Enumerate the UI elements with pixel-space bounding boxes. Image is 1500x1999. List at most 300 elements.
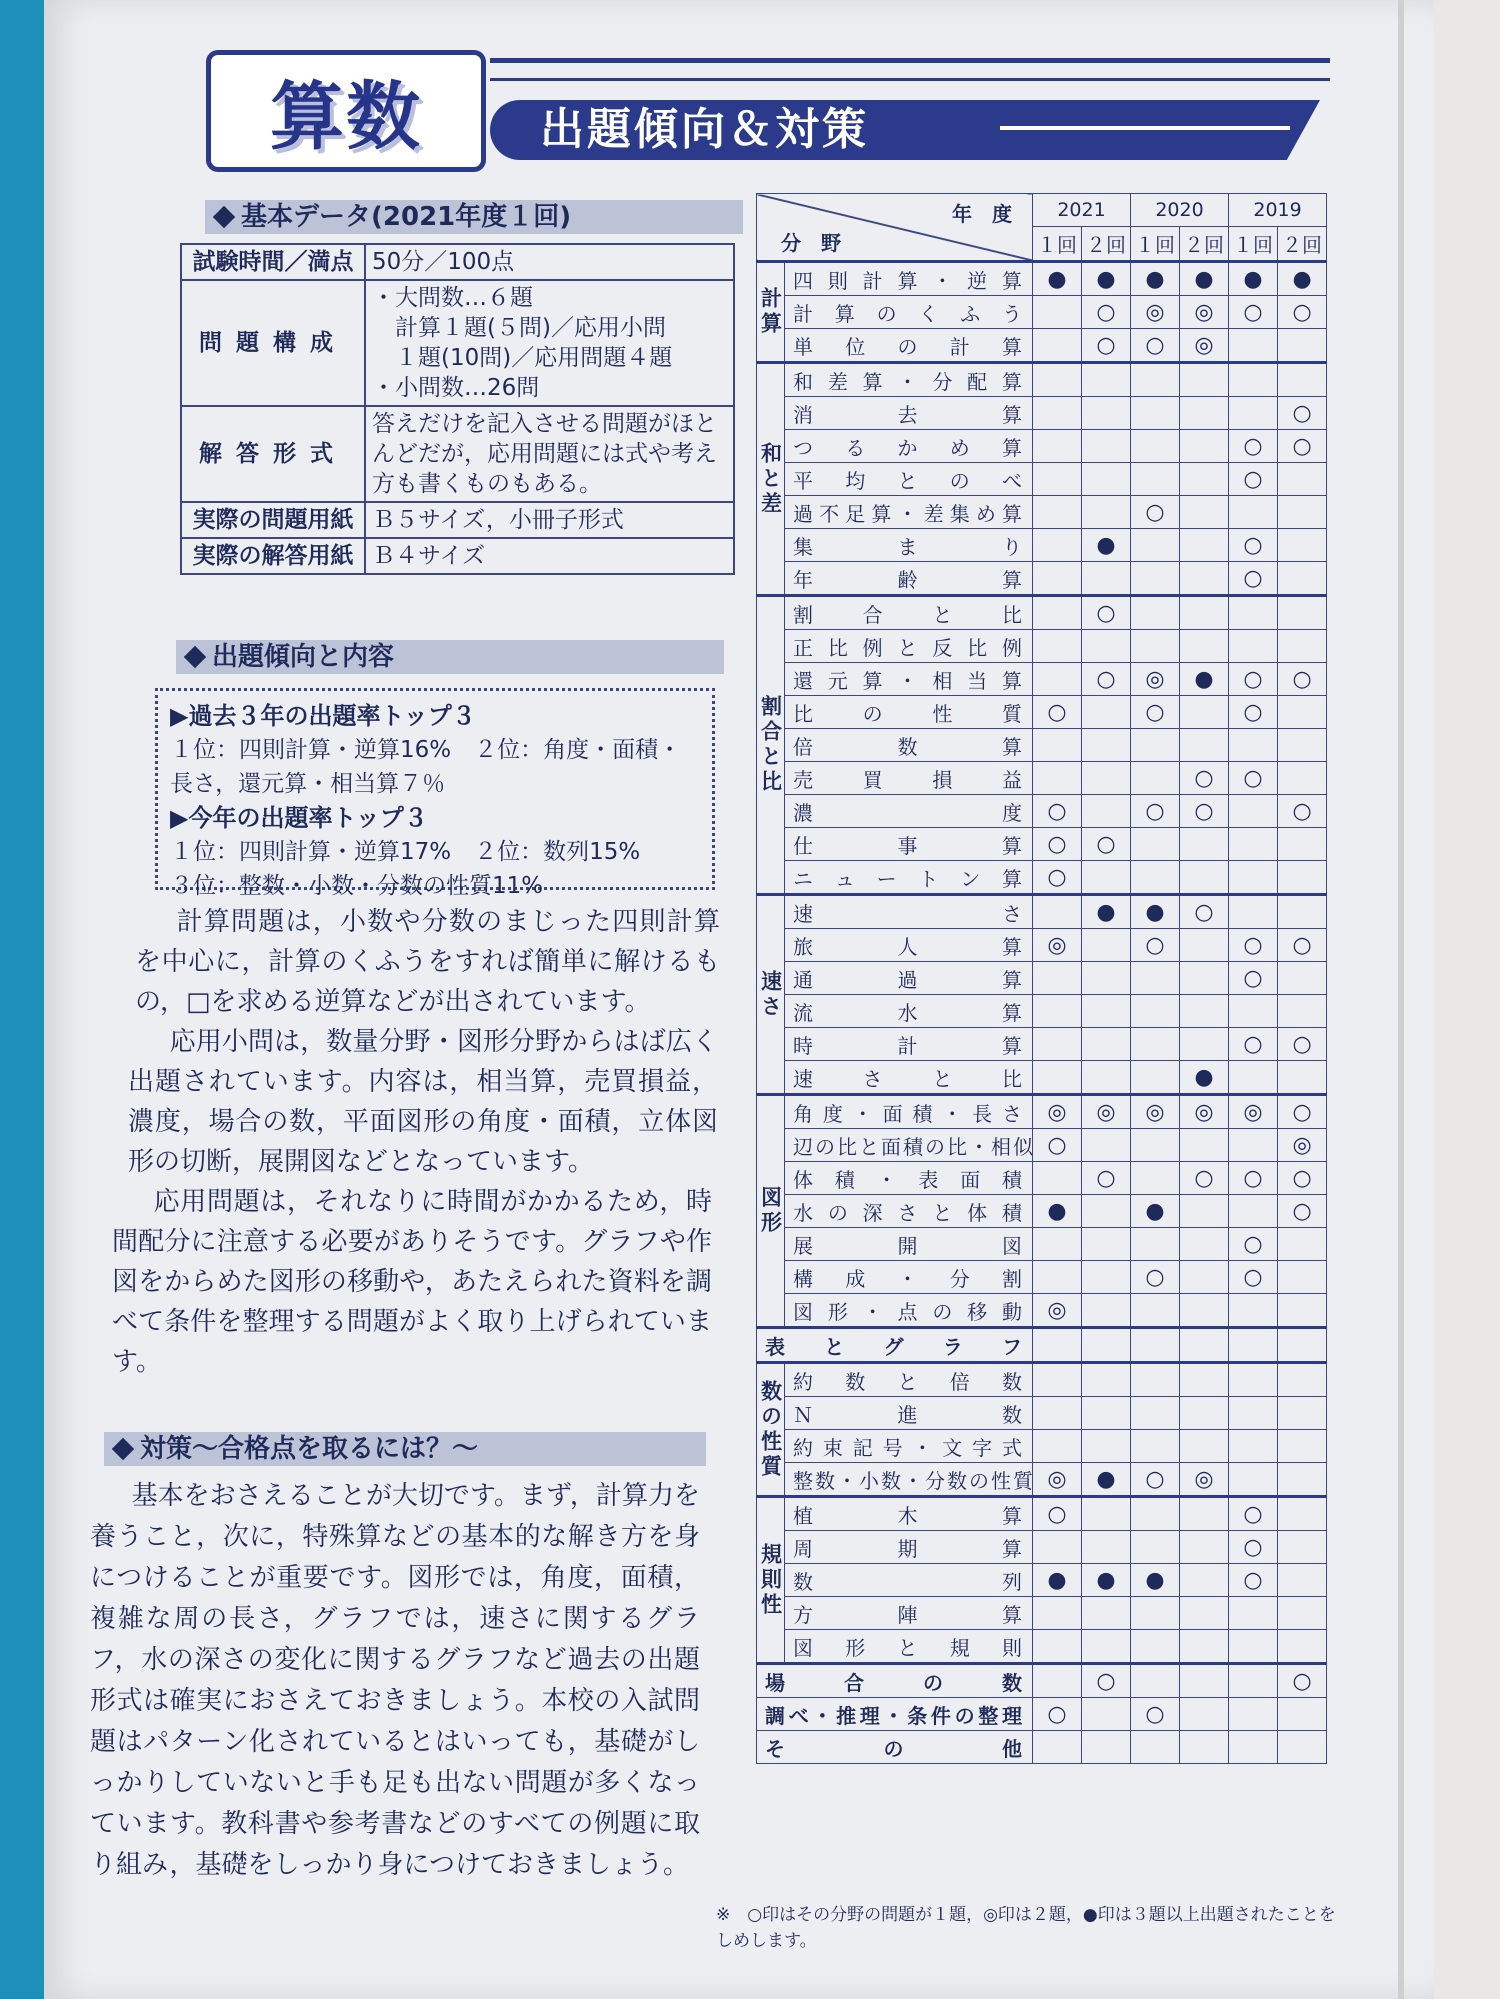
mark-cell [1278, 1294, 1327, 1328]
mark-cell [1180, 1497, 1229, 1531]
mark-cell: ○ [1131, 696, 1180, 729]
field-name: 水の深さと体積 [785, 1195, 1033, 1228]
mark-cell [1180, 696, 1229, 729]
mark-cell [1180, 995, 1229, 1028]
mark-cell [1033, 729, 1082, 762]
mark-cell [1033, 1664, 1082, 1698]
mark-cell: ○ [1229, 562, 1278, 596]
mark-cell: ○ [1033, 1497, 1082, 1531]
top3-this-year-heading: ▶今年の出題率トップ３ [170, 804, 428, 832]
field-name: 売買損益 [785, 762, 1033, 795]
round-header: １回 [1033, 227, 1082, 262]
header-rule-top [490, 58, 1330, 63]
basic-data-table [180, 243, 735, 575]
mark-cell [1229, 729, 1278, 762]
mark-cell: ◎ [1131, 296, 1180, 329]
header-row-years [757, 194, 1327, 227]
mark-cell [1180, 596, 1229, 630]
mark-cell [1180, 463, 1229, 496]
mark-cell [1033, 1228, 1082, 1261]
mark-cell [1131, 1630, 1180, 1664]
mark-cell: ● [1180, 663, 1229, 696]
mark-cell: ○ [1229, 529, 1278, 562]
table-row [757, 895, 1327, 929]
table-row [757, 430, 1327, 463]
mark-cell [1082, 861, 1131, 895]
mark-cell: ○ [1033, 696, 1082, 729]
row-value: 答えだけを記入させる問題がほとんどだが，応用問題には式や考え方も書くものもある。 [365, 406, 734, 502]
mark-cell [1033, 562, 1082, 596]
legend-note: ※ ○印はその分野の問題が１題，◎印は２題，●印は３題以上出題されたことをしめします。 [716, 1905, 1336, 1951]
trend-heading [176, 640, 724, 674]
table-row [757, 463, 1327, 496]
mark-cell [1229, 1698, 1278, 1731]
mark-cell: ◎ [1180, 329, 1229, 363]
mark-cell [1180, 1698, 1229, 1731]
mark-cell [1131, 630, 1180, 663]
field-name: 還元算・相当算 [785, 663, 1033, 696]
mark-cell [1229, 1328, 1278, 1363]
table-row [757, 329, 1327, 363]
category-cell: 和と差 [757, 363, 785, 596]
row-label: 試験時間／満点 [181, 244, 365, 280]
mark-cell [1033, 1363, 1082, 1397]
mark-cell [1278, 1463, 1327, 1497]
year-header: 2019 [1229, 194, 1327, 227]
mark-cell [1033, 630, 1082, 663]
mark-cell: ○ [1180, 762, 1229, 795]
year-header: 2021 [1033, 194, 1131, 227]
mark-cell [1082, 1698, 1131, 1731]
mark-cell: ○ [1131, 929, 1180, 962]
table-row [757, 1061, 1327, 1095]
mark-cell: ● [1131, 1195, 1180, 1228]
top3-this-year-line2: ３位：整数・小数・分数の性質11% [170, 873, 544, 899]
page-fold-line [1398, 0, 1404, 1999]
mark-cell: ◎ [1180, 1463, 1229, 1497]
field-name: 仕事算 [785, 828, 1033, 861]
trend-paragraph-2: 応用小問は，数量分野・図形分野からはば広く出題されています。内容は，相当算，売買損益，濃度，場合の数，平面図形の角度・面積，立体図形の切断，展開図などとなっています。 [128, 1027, 718, 1177]
mark-cell [1278, 828, 1327, 861]
mark-cell [1131, 1228, 1180, 1261]
table-row [757, 562, 1327, 596]
table-row [757, 1463, 1327, 1497]
field-name: つるかめ算 [785, 430, 1033, 463]
mark-cell [1229, 1463, 1278, 1497]
mark-cell: ○ [1082, 1664, 1131, 1698]
field-name: 割合と比 [785, 596, 1033, 630]
mark-cell [1131, 1597, 1180, 1630]
mark-cell [1033, 1630, 1082, 1664]
mark-cell [1229, 828, 1278, 861]
mark-cell [1131, 430, 1180, 463]
mark-cell [1180, 1564, 1229, 1597]
subtitle: 出題傾向＆対策 [540, 104, 869, 155]
mark-cell [1278, 1564, 1327, 1597]
mark-cell [1180, 630, 1229, 663]
mark-cell: ● [1082, 262, 1131, 296]
mark-cell [1033, 1162, 1082, 1195]
field-name: 展開図 [785, 1228, 1033, 1261]
mark-cell [1278, 1630, 1327, 1664]
subject-title-box [206, 50, 486, 172]
table-row [757, 1028, 1327, 1061]
mark-cell: ● [1180, 262, 1229, 296]
mark-cell: ○ [1229, 1564, 1278, 1597]
mark-cell [1131, 1397, 1180, 1430]
table-row [757, 596, 1327, 630]
mark-cell [1033, 762, 1082, 795]
category-cell: 規則性 [757, 1497, 785, 1664]
table-row [757, 1698, 1327, 1731]
field-name: 過不足算・差集め算 [785, 496, 1033, 529]
mark-cell: ○ [1180, 1162, 1229, 1195]
table-row [757, 663, 1327, 696]
field-name: 時計算 [785, 1028, 1033, 1061]
mark-cell [1180, 496, 1229, 529]
mark-cell [1033, 596, 1082, 630]
mark-cell: ○ [1229, 1162, 1278, 1195]
mark-cell: ● [1033, 262, 1082, 296]
field-name: 整数・小数・分数の性質 [785, 1463, 1033, 1497]
mark-cell [1131, 1028, 1180, 1061]
mark-cell [1082, 562, 1131, 596]
mark-cell [1229, 1195, 1278, 1228]
mark-cell [1278, 1228, 1327, 1261]
mark-cell [1033, 1061, 1082, 1095]
round-header: １回 [1131, 227, 1180, 262]
table-row [757, 1664, 1327, 1698]
mark-cell [1180, 828, 1229, 861]
field-name: 四則計算・逆算 [785, 262, 1033, 296]
top3-this-year-line1: １位：四則計算・逆算17% ２位：数列15% [170, 839, 641, 865]
table-row [757, 1430, 1327, 1463]
mark-cell: ● [1082, 895, 1131, 929]
mark-cell [1033, 1597, 1082, 1630]
year-header: 2020 [1131, 194, 1229, 227]
category-cell: 割合と比 [757, 596, 785, 895]
table-row [757, 296, 1327, 329]
mark-cell: ● [1033, 1195, 1082, 1228]
mark-cell [1131, 1061, 1180, 1095]
frequency-table [756, 193, 1327, 1764]
mark-cell: ○ [1229, 1261, 1278, 1294]
table-row [757, 995, 1327, 1028]
mark-cell [1229, 363, 1278, 397]
field-name: その他 [757, 1731, 1033, 1764]
mark-cell: ◎ [1033, 1463, 1082, 1497]
mark-cell [1278, 1430, 1327, 1463]
mark-cell [1033, 430, 1082, 463]
field-name: 正比例と反比例 [785, 630, 1033, 663]
row-label: 実際の問題用紙 [181, 502, 365, 538]
top3-past-heading: ▶過去３年の出題率トップ３ [170, 702, 476, 730]
mark-cell [1229, 1630, 1278, 1664]
mark-cell: ○ [1180, 895, 1229, 929]
mark-cell [1278, 463, 1327, 496]
mark-cell: ● [1033, 1564, 1082, 1597]
mark-cell: ● [1082, 529, 1131, 562]
table-row [757, 1294, 1327, 1328]
mark-cell [1131, 995, 1180, 1028]
mark-cell [1229, 895, 1278, 929]
mark-cell [1131, 1664, 1180, 1698]
mark-cell: ● [1131, 1564, 1180, 1597]
field-name: 表とグラフ [757, 1328, 1033, 1363]
table-row [757, 1497, 1327, 1531]
mark-cell: ○ [1033, 861, 1082, 895]
mark-cell: ● [1278, 262, 1327, 296]
field-name: 辺の比と面積の比・相似 [785, 1129, 1033, 1162]
mark-cell: ○ [1229, 696, 1278, 729]
header-corner [757, 194, 1033, 262]
mark-cell [1033, 1531, 1082, 1564]
mark-cell [1229, 995, 1278, 1028]
mark-cell [1082, 929, 1131, 962]
mark-cell [1082, 1531, 1131, 1564]
mark-cell [1082, 1430, 1131, 1463]
mark-cell: ● [1229, 262, 1278, 296]
table-row [757, 1731, 1327, 1764]
mark-cell [1180, 1397, 1229, 1430]
mark-cell [1131, 1328, 1180, 1363]
mark-cell: ● [1082, 1463, 1131, 1497]
mark-cell [1180, 1261, 1229, 1294]
mark-cell [1278, 596, 1327, 630]
mark-cell [1131, 1430, 1180, 1463]
mark-cell [1033, 296, 1082, 329]
mark-cell [1229, 861, 1278, 895]
mark-cell: ○ [1229, 663, 1278, 696]
mark-cell: ◎ [1033, 929, 1082, 962]
table-row [757, 1597, 1327, 1630]
table-row [757, 496, 1327, 529]
mark-cell: ○ [1033, 1698, 1082, 1731]
mark-cell [1229, 1363, 1278, 1397]
mark-cell [1180, 1328, 1229, 1363]
basic-data-heading [205, 200, 743, 234]
mark-cell: ○ [1033, 1129, 1082, 1162]
mark-cell [1082, 795, 1131, 828]
table-row [757, 762, 1327, 795]
mark-cell [1278, 962, 1327, 995]
mark-cell [1278, 1061, 1327, 1095]
mark-cell [1278, 1731, 1327, 1764]
mark-cell [1278, 329, 1327, 363]
diamond-icon [213, 206, 235, 228]
mark-cell [1229, 1430, 1278, 1463]
header-year-label: 年 度 [952, 202, 1012, 226]
mark-cell [1033, 962, 1082, 995]
field-name: 調べ・推理・条件の整理 [757, 1698, 1033, 1731]
mark-cell: ○ [1278, 296, 1327, 329]
header-rule-mid [490, 78, 1330, 81]
mark-cell [1033, 529, 1082, 562]
mark-cell [1180, 1129, 1229, 1162]
table-row [757, 529, 1327, 562]
mark-cell: ○ [1131, 329, 1180, 363]
mark-cell [1131, 529, 1180, 562]
table-row [181, 538, 734, 574]
mark-cell [1131, 1497, 1180, 1531]
field-name: 比の性質 [785, 696, 1033, 729]
mark-cell: ● [1180, 1061, 1229, 1095]
mark-cell: ● [1082, 1564, 1131, 1597]
field-name: 図形・点の移動 [785, 1294, 1033, 1328]
field-name: 体積・表面積 [785, 1162, 1033, 1195]
mark-cell [1180, 1363, 1229, 1397]
round-header: ２回 [1082, 227, 1131, 262]
mark-cell: ○ [1229, 929, 1278, 962]
mark-cell [1180, 562, 1229, 596]
mark-cell [1082, 1397, 1131, 1430]
table-row [757, 828, 1327, 861]
row-value: 50分／100点 [365, 244, 734, 280]
mark-cell: ○ [1278, 1664, 1327, 1698]
mark-cell: ○ [1131, 795, 1180, 828]
mark-cell [1082, 696, 1131, 729]
table-row [757, 1363, 1327, 1397]
table-row [181, 502, 734, 538]
field-name: 倍数算 [785, 729, 1033, 762]
field-name: 場合の数 [757, 1664, 1033, 1698]
mark-cell [1082, 1363, 1131, 1397]
field-name: Ｎ進数 [785, 1397, 1033, 1430]
mark-cell: ◎ [1278, 1129, 1327, 1162]
mark-cell: ◎ [1229, 1095, 1278, 1129]
mark-cell [1229, 496, 1278, 529]
mark-cell [1131, 397, 1180, 430]
round-header: ２回 [1180, 227, 1229, 262]
mark-cell: ◎ [1131, 663, 1180, 696]
table-row [757, 962, 1327, 995]
mark-cell [1278, 895, 1327, 929]
mark-cell [1278, 1497, 1327, 1531]
mark-cell [1229, 795, 1278, 828]
mark-cell [1180, 397, 1229, 430]
mark-cell [1229, 1294, 1278, 1328]
mark-cell [1131, 762, 1180, 795]
field-name: 方陣算 [785, 1597, 1033, 1630]
mark-cell [1278, 729, 1327, 762]
mark-cell [1131, 1129, 1180, 1162]
mark-cell [1082, 762, 1131, 795]
mark-cell [1278, 696, 1327, 729]
field-name: 旅人算 [785, 929, 1033, 962]
mark-cell: ○ [1131, 1698, 1180, 1731]
mark-cell [1278, 995, 1327, 1028]
mark-cell [1180, 1028, 1229, 1061]
field-name: 消去算 [785, 397, 1033, 430]
mark-cell [1180, 929, 1229, 962]
mark-cell [1131, 861, 1180, 895]
field-name: 構成・分割 [785, 1261, 1033, 1294]
table-row [757, 729, 1327, 762]
field-name: 植木算 [785, 1497, 1033, 1531]
field-name: 通過算 [785, 962, 1033, 995]
mark-cell [1082, 1497, 1131, 1531]
mark-cell: ○ [1082, 828, 1131, 861]
basic-data-heading-text: 基本データ(2021年度１回) [241, 202, 572, 232]
subject-title: 算数 [270, 74, 422, 160]
mark-cell: ◎ [1033, 1095, 1082, 1129]
table-row [181, 244, 734, 280]
mark-cell: ○ [1229, 463, 1278, 496]
row-value: Ｂ４サイズ [365, 538, 734, 574]
mark-cell [1180, 861, 1229, 895]
mark-cell [1180, 1731, 1229, 1764]
mark-cell [1131, 363, 1180, 397]
mark-cell: ○ [1082, 663, 1131, 696]
mark-cell [1278, 529, 1327, 562]
mark-cell [1033, 995, 1082, 1028]
mark-cell [1082, 1731, 1131, 1764]
category-cell: 速さ [757, 895, 785, 1095]
mark-cell [1082, 962, 1131, 995]
mark-cell: ○ [1033, 795, 1082, 828]
mark-cell [1033, 663, 1082, 696]
table-row [181, 280, 734, 406]
trend-paragraph-1: 計算問題は，小数や分数のまじった四則計算を中心に，計算のくふうをすれば簡単に解けるもの，□を求める逆算などが出されています。 [135, 907, 720, 1017]
mark-cell [1082, 1597, 1131, 1630]
table-row [757, 1531, 1327, 1564]
field-name: 流水算 [785, 995, 1033, 1028]
mark-cell [1082, 1328, 1131, 1363]
mark-cell: ○ [1278, 1195, 1327, 1228]
mark-cell [1082, 1061, 1131, 1095]
field-name: 計算のくふう [785, 296, 1033, 329]
table-row [757, 1630, 1327, 1664]
mark-cell [1180, 1228, 1229, 1261]
mark-cell [1278, 861, 1327, 895]
mark-cell: ◎ [1180, 296, 1229, 329]
field-name: 単位の計算 [785, 329, 1033, 363]
mark-cell [1278, 1328, 1327, 1363]
field-name: ニュートン算 [785, 861, 1033, 895]
mark-cell: ○ [1082, 296, 1131, 329]
mark-cell [1278, 1698, 1327, 1731]
subtitle-line [1000, 126, 1290, 130]
mark-cell: ○ [1278, 1162, 1327, 1195]
mark-cell [1229, 630, 1278, 663]
mark-cell [1229, 1129, 1278, 1162]
mark-cell: ○ [1229, 296, 1278, 329]
field-name: 平均とのべ [785, 463, 1033, 496]
mark-cell [1131, 463, 1180, 496]
mark-cell [1278, 1397, 1327, 1430]
mark-cell [1278, 1363, 1327, 1397]
mark-cell [1131, 962, 1180, 995]
mark-cell: ○ [1082, 1162, 1131, 1195]
field-name: 速さ [785, 895, 1033, 929]
mark-cell [1180, 1430, 1229, 1463]
mark-cell [1131, 1294, 1180, 1328]
mark-cell [1131, 1363, 1180, 1397]
strategy-paragraph: 基本をおさえることが大切です。まず，計算力を養うこと，次に，特殊算などの基本的な解き方を身につけることが重要です。図形では，角度，面積，複雑な周の長さ，グラフでは，速さに関するグラフ，水の深さの変化に関するグラフなど過去の出題形式は確実におさえておきましょう。本校の入試問題はパターン化されているとはいっても，基礎がしっかりしていないと手も足も出ない問題が多くなっています。教科書や参考書などのすべての例題に取り組み，基礎をしっかり身につけておきましょう。 [90, 1481, 700, 1880]
mark-cell: ○ [1229, 1228, 1278, 1261]
header-field-label: 分 野 [781, 231, 841, 255]
field-name: 年齢算 [785, 562, 1033, 596]
mark-cell: ○ [1033, 828, 1082, 861]
table-row [757, 1162, 1327, 1195]
mark-cell: ○ [1229, 430, 1278, 463]
field-name: 角度・面積・長さ [785, 1095, 1033, 1129]
mark-cell [1278, 562, 1327, 596]
mark-cell [1082, 397, 1131, 430]
mark-cell [1033, 1261, 1082, 1294]
field-name: 数列 [785, 1564, 1033, 1597]
mark-cell: ○ [1082, 596, 1131, 630]
